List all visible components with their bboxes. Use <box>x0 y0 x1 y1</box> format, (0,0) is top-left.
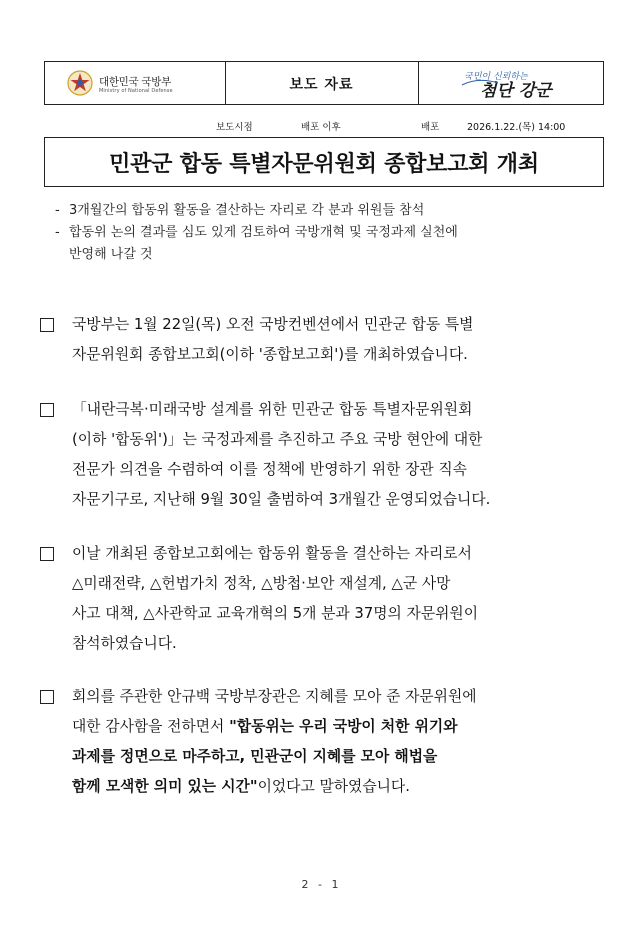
summary-text: 3개월간의 합동위 활동을 결산하는 자리로 각 분과 위원들 참석 <box>69 203 425 218</box>
paragraph-line: 전문가 의견을 수렴하여 이를 정책에 반영하기 위한 장관 직속 <box>72 461 467 478</box>
paragraph-text <box>72 310 610 370</box>
summary-text: 반영해 나갈 것 <box>69 247 153 262</box>
doc-type-label: 보도 자료 <box>289 77 354 93</box>
page-title: 민관군 합동 특별자문위원회 종합보고회 개최 <box>109 152 539 177</box>
title-box <box>44 137 604 187</box>
paragraph-line: △미래전략, △헌법가치 정착, △방첩·보안 재설계, △군 사망 <box>72 575 451 592</box>
paragraph-line: 국방부는 1월 22일(목) 오전 국방컨벤션에서 민관군 합동 특별 <box>72 316 474 333</box>
paragraph-line <box>72 712 610 742</box>
ministry-name-ko: 대한민국 국방부 <box>99 76 171 88</box>
page-number: 2 - 1 <box>301 878 342 891</box>
checkbox-icon <box>40 403 54 417</box>
paragraph-line: (이하 '합동위')」는 국정과제를 추진하고 주요 국방 현안에 대한 <box>72 431 483 448</box>
slogan-cell <box>418 62 603 104</box>
slogan-logo <box>458 65 568 101</box>
paragraph-line: 사고 대책, △사관학교 교육개혁의 5개 분과 37명의 자문위원이 <box>72 605 479 622</box>
release-label: 보도시점 <box>216 122 253 133</box>
paragraph-line: 「내란극복·미래국방 설계를 위한 민관군 합동 특별자문위원회 <box>72 401 473 418</box>
slogan-large-text: 첨단 강군 <box>480 81 552 101</box>
summary-item <box>55 222 600 244</box>
checkbox-icon <box>40 547 54 561</box>
ministry-logo-cell <box>45 62 226 104</box>
paragraph-line <box>72 772 610 802</box>
summary-item-continued <box>55 244 600 266</box>
ministry-emblem-icon <box>67 70 93 96</box>
paragraph-line: 자문기구로, 지난해 9월 30일 출범하여 3개월간 운영되었습니다. <box>72 491 491 508</box>
slogan-small-text: 국민이 신뢰하는 <box>464 72 528 82</box>
paragraph-line: 이날 개최된 종합보고회에는 합동위 활동을 결산하는 자리로서 <box>72 545 472 562</box>
release-value: 배포 이후 <box>301 122 341 133</box>
dash-marker: - <box>55 225 60 240</box>
summary-item <box>55 200 600 222</box>
summary-list <box>55 200 600 266</box>
plain-text: 이었다고 말하였습니다. <box>257 778 410 795</box>
paragraph-line: 참석하였습니다. <box>72 635 177 652</box>
distribution-label: 배포 <box>421 122 440 133</box>
paragraph-line: 회의를 주관한 안규백 국방부장관은 지혜를 모아 준 자문위원에 <box>72 688 477 705</box>
checkbox-icon <box>40 318 54 332</box>
doc-type-cell <box>225 62 419 104</box>
plain-text: 대한 감사함을 전하면서 <box>72 718 230 735</box>
summary-text: 합동위 논의 결과를 심도 있게 검토하여 국방개혁 및 국정과제 실천에 <box>69 225 458 240</box>
ministry-name-en: Ministry of National Defense <box>99 88 173 94</box>
quote-text: "합동위는 우리 국방이 처한 위기와 <box>229 718 458 735</box>
quote-text: 함께 모색한 의미 있는 시간" <box>72 778 258 795</box>
dash-marker: - <box>55 203 60 218</box>
header-box <box>44 61 604 105</box>
quote-line: 과제를 정면으로 마주하고, 민관군이 지혜를 모아 해법을 <box>72 748 438 765</box>
paragraph-text <box>72 539 610 659</box>
paragraph-text <box>72 395 610 515</box>
paragraph-line: 자문위원회 종합보고회(이하 '종합보고회')를 개최하였습니다. <box>72 346 468 363</box>
checkbox-icon <box>40 690 54 704</box>
paragraph-text <box>72 682 610 802</box>
distribution-value: 2026.1.22.(목) 14:00 <box>467 122 566 133</box>
